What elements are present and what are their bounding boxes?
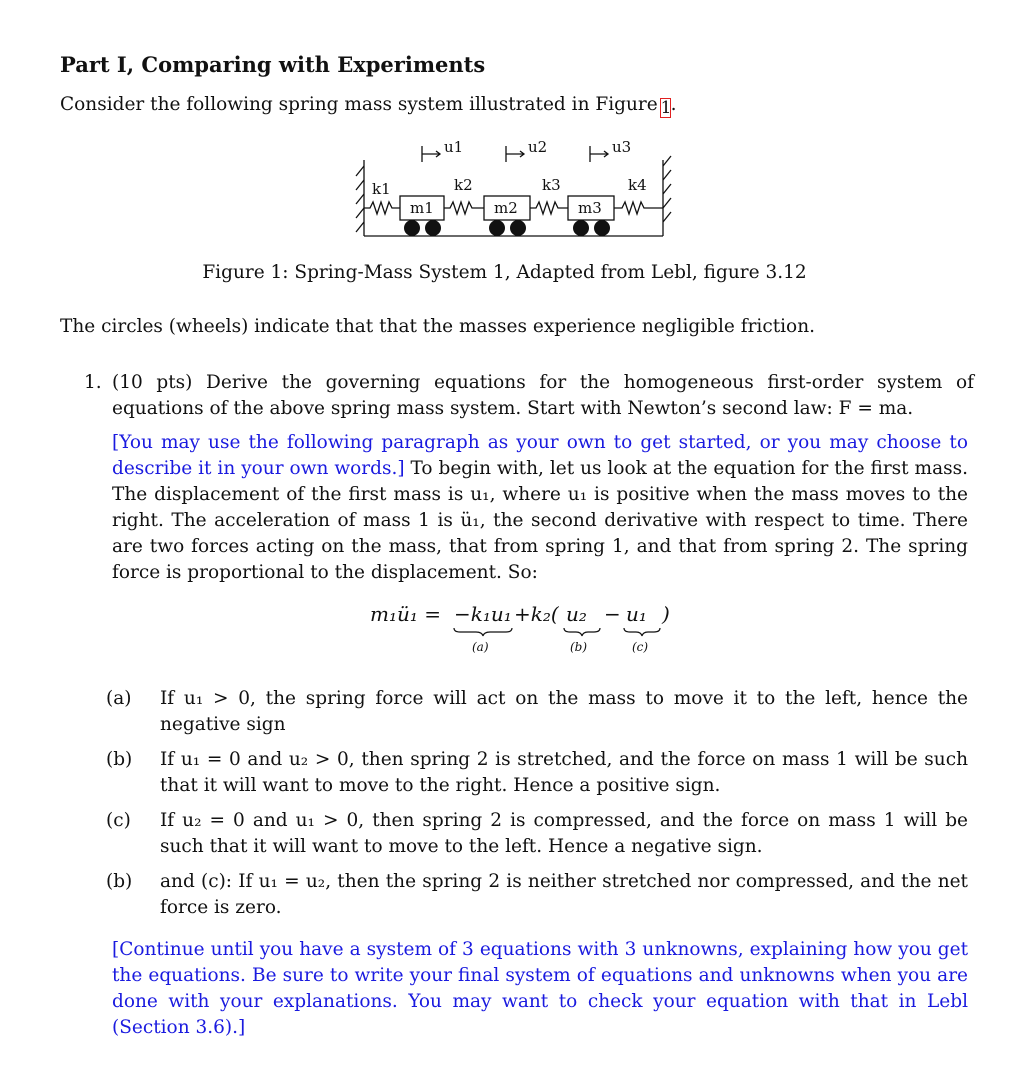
wheel	[510, 220, 526, 236]
list-item: (a) If u₁ > 0, the spring force will act on the mass to move it to the left, hence the negative sign	[106, 688, 968, 735]
spring-k1	[364, 202, 400, 214]
list-item: (b) and (c): If u₁ = u₂, then the spring 2 is neither stretched nor compressed, and the net force is zero.	[106, 871, 968, 918]
underbrace-a	[454, 628, 512, 636]
figure-caption: Figure 1: Spring-Mass System 1, Adapted from Lebl, figure 3.12	[202, 262, 807, 283]
equation-label-a: (a)	[472, 640, 489, 654]
spring-k3	[530, 202, 568, 214]
continue-instruction-note: [Continue until you have a system of 3 equations with 3 unknowns, explaining how you get the equations. Be sure to write your final system of equations and unknowns when you are done with your explanations. You may want to check your equation with that in Lebl (Section 3.6).]	[112, 939, 968, 1038]
spring-mass-figure	[340, 138, 680, 243]
underbrace-b	[564, 628, 600, 636]
label-u3: u3	[612, 138, 632, 156]
equation-term-c: u₁	[626, 602, 647, 626]
list-item: (c) If u₂ = 0 and u₁ > 0, then spring 2 is compressed, and the force on mass 1 will be such that it will want to move to the left. Hence a negative sign.	[106, 810, 968, 857]
circles-note: The circles (wheels) indicate that that the masses experience negligible friction.	[60, 316, 815, 337]
displacement-u3-arrow	[590, 146, 608, 162]
right-wall-hatch	[663, 156, 671, 222]
label-m2: m2	[494, 199, 518, 217]
equation-term-b: u₂	[566, 602, 587, 626]
intro-text: Consider the following spring mass system illustrated in Figure	[60, 94, 658, 115]
underbraces	[452, 626, 672, 638]
wheel	[489, 220, 505, 236]
spring-k2	[444, 202, 484, 214]
equation	[370, 602, 700, 662]
equation-term-a: −k₁u₁	[454, 602, 512, 626]
underbrace-c	[624, 628, 660, 636]
problem-1	[84, 370, 974, 422]
figure-reference-link[interactable]: 1	[660, 98, 672, 118]
equation-minus: −	[604, 602, 621, 626]
equation-label-b: (b)	[570, 640, 588, 654]
equation-close: )	[662, 602, 670, 626]
equation-label-c: (c)	[632, 640, 649, 654]
label-m3: m3	[578, 199, 602, 217]
equation-plus: +k₂(	[514, 602, 559, 626]
label-k4: k4	[628, 176, 647, 194]
problem-statement: (10 pts) Derive the governing equations for the homogeneous first-order system of equations of the above spring mass system. Start with Newton’s second law: F = ma.	[112, 372, 974, 419]
wheel	[594, 220, 610, 236]
label-u2: u2	[528, 138, 548, 156]
list-item: (b) If u₁ = 0 and u₂ > 0, then spring 2 is stretched, and the force on mass 1 will be such that it will want to move to the right. Hence a positive sign.	[106, 749, 968, 796]
wheel	[425, 220, 441, 236]
equation-lhs: m₁ü₁ =	[370, 602, 441, 626]
spring-k4	[614, 202, 663, 214]
label-m1: m1	[410, 199, 434, 217]
intro-paragraph: Consider the following spring mass system illustrated in Figure 1 .	[60, 94, 677, 118]
wheel	[573, 220, 589, 236]
displacement-u1-arrow	[422, 146, 440, 162]
left-wall-hatch	[356, 166, 364, 232]
problem-number: 1.	[84, 372, 102, 393]
displacement-u2-arrow	[506, 146, 524, 162]
section-heading: Part I, Comparing with Experiments	[60, 52, 486, 77]
label-k1: k1	[372, 180, 391, 198]
starter-text: To begin with, let us look at the equation for the first mass. The displacement of the first mass is u₁, where u₁ is positive when the mass moves to the right. The acceleration of mass 1 is ü₁, the second derivative with respect to time. There are two forces acting on the mass, that from spring 1, and that from spring 2. The spring force is proportional to the displacement. So:	[112, 458, 968, 583]
blue-instruction-note: [You may use the following paragraph as your own to get started, or you may choose to describe it in your own words.]	[112, 432, 968, 479]
label-u1: u1	[444, 138, 464, 156]
starter-paragraph	[112, 430, 968, 586]
wheel	[404, 220, 420, 236]
label-k3: k3	[542, 176, 561, 194]
label-k2: k2	[454, 176, 473, 194]
